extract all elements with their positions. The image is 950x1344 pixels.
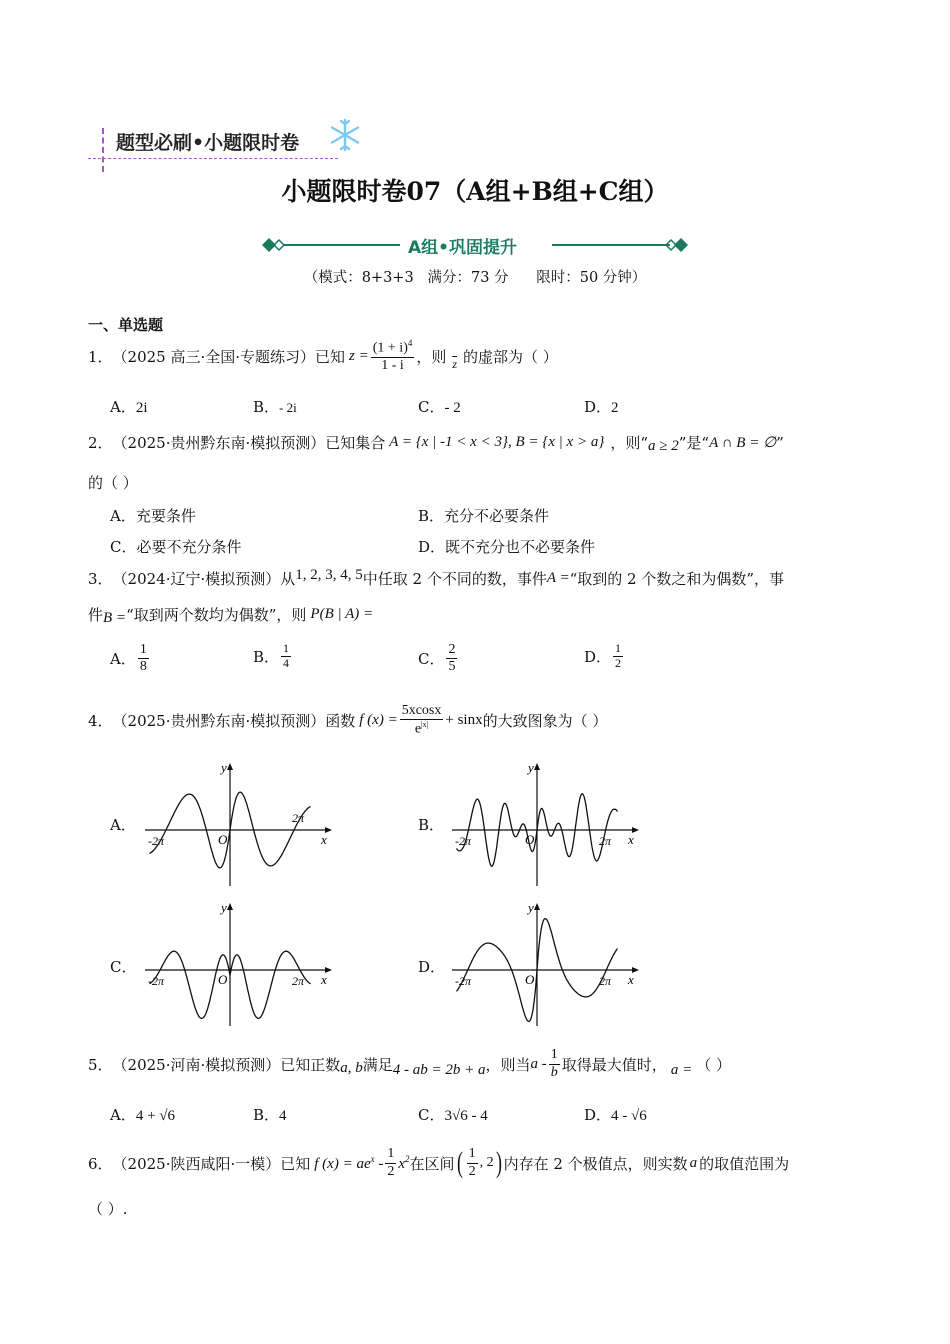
question-5 bbox=[88, 1042, 731, 1086]
q3-event-a: A = bbox=[546, 570, 570, 586]
q6-a: a bbox=[689, 1154, 698, 1171]
q5-option-a: A．4 + √6 bbox=[110, 1106, 176, 1124]
question-2 bbox=[88, 432, 784, 453]
q5-number: 5． bbox=[88, 1055, 113, 1074]
banner-vertical-dash bbox=[102, 128, 104, 172]
y-axis-label: y bbox=[528, 900, 534, 915]
q2-mid1: ，则“ bbox=[610, 434, 648, 452]
q2-option-d: D．既不充分也不必要条件 bbox=[418, 538, 596, 556]
question-4 bbox=[88, 698, 607, 742]
q1-option-a: A．2i bbox=[110, 398, 148, 416]
group-band-label: A组•巩固提升 bbox=[408, 238, 518, 258]
origin-label: O bbox=[218, 832, 228, 847]
q1-tail: 的虚部为（ ） bbox=[463, 347, 558, 366]
q2-mid3: ” bbox=[776, 433, 784, 452]
y-axis-arrow bbox=[534, 903, 540, 910]
band-left-ornament bbox=[260, 230, 405, 260]
banner-label: 题型必刷•小题限时卷 bbox=[116, 132, 300, 154]
q2-source: （2025·贵州黔东南·模拟预测）已知集合 bbox=[112, 434, 386, 452]
q4-number: 4． bbox=[88, 711, 113, 730]
q3-event-b-text: “取到两个数均为偶数”，则 bbox=[126, 606, 307, 624]
q3-option-b: B． $\frac{1}{4}$ bbox=[253, 641, 290, 670]
q2-comma: , bbox=[507, 434, 516, 450]
q2-number: 2． bbox=[88, 434, 113, 452]
q4-source: （2025·贵州黔东南·模拟预测）函数 bbox=[112, 711, 356, 730]
origin-label: O bbox=[525, 832, 535, 847]
q2-option-b: B．充分不必要条件 bbox=[418, 507, 550, 525]
y-axis-arrow bbox=[227, 903, 233, 910]
q5-option-c: C．3√6 - 4 bbox=[418, 1106, 488, 1124]
q4-fx: f (x) = bbox=[359, 711, 398, 728]
q4-plus: + sinx bbox=[445, 711, 483, 728]
q4-graph-b bbox=[452, 760, 642, 890]
question-6 bbox=[88, 1140, 789, 1186]
q4-fraction: $\frac{5xcosx}{e^{|x|}}$ bbox=[401, 702, 442, 737]
neg-2pi-label: -2π bbox=[455, 834, 472, 848]
question-3-line2: 件 B = “取到两个数均为偶数”，则 P(B | A) = bbox=[88, 606, 374, 626]
y-axis-label: y bbox=[528, 760, 534, 775]
neg-2pi-label: -2π bbox=[455, 974, 472, 988]
exam-info: （模式：8+3+3 满分：73 分 限时：50 分钟） bbox=[303, 270, 647, 286]
pos-2pi-label: 2π bbox=[599, 834, 612, 848]
q6-number: 6． bbox=[88, 1154, 113, 1173]
q4-option-c-label: C． bbox=[110, 958, 137, 976]
q3-number: 3． bbox=[88, 570, 113, 588]
q1-mid: ，则 bbox=[416, 347, 447, 366]
question-3 bbox=[88, 568, 784, 589]
q3-option-c: C． $\frac{2}{5}$ bbox=[418, 642, 456, 675]
q5-mid1: 满足 bbox=[362, 1055, 393, 1074]
q5-source: （2025·河南·模拟预测）已知正数 bbox=[112, 1055, 341, 1074]
q5-cond: 4 - ab = 2b + a bbox=[392, 1061, 486, 1078]
x-axis-label: x bbox=[628, 832, 634, 847]
q5-tail: （ ） bbox=[696, 1055, 731, 1074]
y-axis-arrow bbox=[227, 763, 233, 770]
banner-horizontal-dash bbox=[88, 158, 338, 159]
origin-label: O bbox=[218, 972, 228, 987]
q3-event-b: B = bbox=[103, 610, 127, 626]
q2-set-a: A = {x | -1 < x < 3} bbox=[389, 434, 508, 450]
q2-cond: a ≥ 2 bbox=[647, 438, 679, 454]
q3-option-d: D． $\frac{1}{2}$ bbox=[584, 641, 622, 670]
x-axis-label: x bbox=[321, 832, 327, 847]
q4-option-d-label: D． bbox=[418, 958, 446, 976]
x-axis-label: x bbox=[321, 972, 327, 987]
q3-source: （2024·辽宁·模拟预测）从 bbox=[112, 570, 296, 588]
q3-prob: P(B | A) = bbox=[310, 606, 374, 622]
q4-option-a-label: A． bbox=[110, 816, 136, 834]
y-axis-label: y bbox=[221, 900, 227, 915]
q6-fx: f $(x) = ae^x$ - bbox=[314, 1153, 384, 1172]
q1-zbar: $\overline{z}$ bbox=[452, 356, 458, 371]
q5-ab: a, b bbox=[340, 1059, 363, 1076]
pos-2pi-label: 2π bbox=[292, 974, 305, 988]
question-1 bbox=[88, 334, 558, 378]
q6-interval: ( $\frac{1}{2}$ , 2 ) bbox=[456, 1146, 502, 1179]
q1-source: （2025 高三·全国·专题练习）已知 bbox=[112, 347, 346, 366]
y-axis-label: y bbox=[221, 760, 227, 775]
group-band bbox=[260, 230, 690, 260]
y-axis-arrow bbox=[534, 763, 540, 770]
q6-tail2: 的取值范围为 bbox=[699, 1154, 790, 1173]
section-title-single-choice: 一、单选题 bbox=[88, 316, 164, 334]
q5-mid2: ，则当 bbox=[485, 1055, 531, 1074]
q1-option-b: B．- 2i bbox=[253, 398, 297, 416]
q4-graph-a bbox=[145, 760, 335, 890]
q2-option-a: A．充要条件 bbox=[110, 507, 196, 525]
q4-option-b-label: B． bbox=[418, 816, 445, 834]
q1-option-d: D．2 bbox=[584, 398, 619, 416]
q5-mid3: 取得最大值时， bbox=[561, 1055, 667, 1074]
q4-tail: 的大致图象为（ ） bbox=[482, 711, 608, 730]
q5-ask: a = bbox=[670, 1061, 693, 1078]
q1-fraction: $\frac{(1 + i)^4}{1 - i}$ bbox=[372, 338, 413, 373]
q6-mid: 在区间 bbox=[409, 1154, 455, 1173]
q1-option-c: C．- 2 bbox=[418, 398, 461, 416]
q4-graph-d bbox=[452, 900, 642, 1030]
pos-2pi-label: 2π bbox=[292, 811, 305, 825]
pos-2pi-label: 2π bbox=[599, 974, 612, 988]
x-axis-label: x bbox=[628, 972, 634, 987]
q6-tail: 内存在 2 个极值点，则实数 bbox=[503, 1154, 688, 1173]
q1-z-eq: z = bbox=[349, 347, 369, 364]
q5-option-d: D．4 - √6 bbox=[584, 1106, 647, 1124]
q6-line2: （ ）. bbox=[88, 1200, 128, 1218]
neg-2pi-label: -2π bbox=[148, 834, 165, 848]
q2-mid2: ”是“ bbox=[678, 434, 710, 452]
q6-source: （2025·陕西咸阳·一模）已知 bbox=[112, 1154, 311, 1173]
q5-option-b: B．4 bbox=[253, 1106, 287, 1124]
q6-x2: $x^2$ bbox=[398, 1153, 410, 1172]
snowflake-icon bbox=[328, 118, 362, 156]
q2-option-c: C．必要不充分条件 bbox=[110, 538, 242, 556]
q1-number: 1． bbox=[88, 347, 113, 366]
q2-set-b: B = {x | x > a} bbox=[515, 434, 605, 450]
q4-graph-c bbox=[145, 900, 335, 1030]
q6-half: $\frac{1}{2}$ bbox=[387, 1146, 395, 1179]
q3-event-a-text: “取到的 2 个数之和为偶数”，事 bbox=[569, 570, 785, 588]
q3-mid: 中任取 2 个不同的数，事件 bbox=[362, 570, 547, 588]
q5-expr-a: a - bbox=[530, 1055, 547, 1072]
document-title: 小题限时卷07（A组+B组+C组） bbox=[281, 177, 669, 206]
q3-numbers: 1, 2, 3, 4, 5 bbox=[295, 567, 363, 583]
header-banner bbox=[88, 118, 348, 174]
origin-label: O bbox=[525, 972, 535, 987]
neg-2pi-label: -2π bbox=[148, 974, 165, 988]
q2-cond2: A ∩ B = ∅ bbox=[709, 435, 777, 451]
q2-tail: 的（ ） bbox=[88, 474, 138, 492]
q3-option-a: A． $\frac{1}{8}$ bbox=[110, 642, 147, 675]
band-right-ornament bbox=[550, 230, 695, 260]
q5-fraction: $\frac{1}{b}$ bbox=[550, 1047, 558, 1080]
